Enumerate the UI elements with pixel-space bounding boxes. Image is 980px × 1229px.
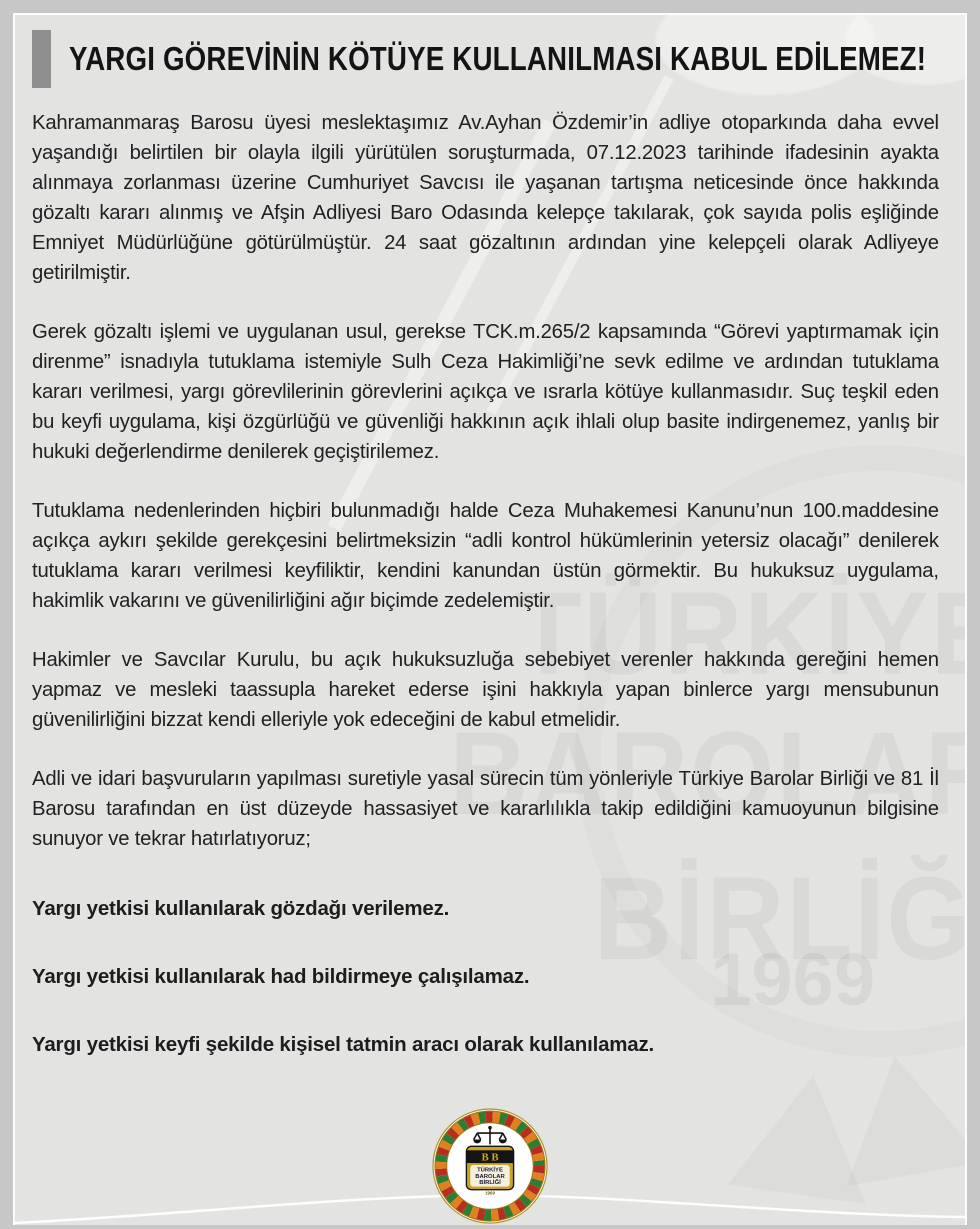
body-paragraph: Tutuklama nedenlerinden hiçbiri bulunmadığı halde Ceza Muhakemesi Kanunu’nun 100.maddesine açıkça aykırı şekilde gerekçesini belirtmeksizin “adli kontrol hükümlerinin yetersiz olacağı” denilerek tutuklama kararı verilmesi keyfiliktir, kendini kanundan üstün görmektir. Bu hukuksuz uygulama, hakimlik vakarını ve güvenilirliğini ağır biçimde zedelemiştir. xyxy=(32,499,939,612)
body-paragraph: Adli ve idari başvuruların yapılması suretiyle yasal sürecin tüm yönleriyle Türkiye Barolar Birliği ve 81 İl Barosu tarafından en üst düzeyde hassasiyet ve kararlılıkla takip edildiğini kamuoyunun bilgisine sunuyor ve tekrar hatırlatıyoruz; xyxy=(32,767,939,850)
logo-initials: B B xyxy=(481,1151,499,1164)
body-paragraph: Gerek gözaltı işlemi ve uygulanan usul, gerekse TCK.m.265/2 kapsamında “Görevi yaptırmamak için direnme” isnadıyla tutuklama istemiyle Sulh Ceza Hakimliği’ne sevk edilme ve ardından tutuklama kararı verilmesi, yargı görevlilerinin görevlerini açıkça ve ısrarla kötüye kullanmasıdır. Suç teşkil eden bu keyfi uygulama, kişi özgürlüğü ve güvenliği hakkının açık ihlali olup basite indirgenemez, yanlış bir hukuki değerlendirme denilerek geçiştirilemez. xyxy=(32,320,939,463)
logo-org-line: BİRLİĞİ xyxy=(479,1180,501,1187)
statement-line: Yargı yetkisi keyfi şekilde kişisel tatmin aracı olarak kullanılamaz. xyxy=(32,1033,655,1056)
statement-content xyxy=(15,15,965,1058)
logo-year: 1969 xyxy=(485,1190,495,1196)
content-panel xyxy=(13,13,967,1225)
title-accent-bar xyxy=(32,30,51,88)
page-title-row xyxy=(32,30,948,88)
statement-line: Yargı yetkisi kullanılarak gözdağı verilemez. xyxy=(32,897,450,920)
watermark-year: 1969 xyxy=(710,938,875,1021)
body-paragraph: Hakimler ve Savcılar Kurulu, bu açık hukuksuzluğa sebebiyet verenler hakkında gereğini hemen yapmaz ve mesleki taassupla hareket ederse işini hakkıyla yapan binlerce yargı mensubunun güvenilirliğini bizzat kendi elleriyle yok edeceğini de kabul etmelidir. xyxy=(32,648,939,731)
logo-org-line: BAROLAR xyxy=(475,1173,505,1180)
logo-shield xyxy=(466,1146,513,1195)
watermark-wing xyxy=(727,1066,882,1204)
watermark-wing xyxy=(826,1044,965,1186)
logo-org-line: TÜRKİYE xyxy=(477,1167,503,1174)
tbb-logo xyxy=(431,1107,549,1225)
page-title: YARGI GÖREVİNİN KÖTÜYE KULLANILMASI KABUL EDİLEMEZ! xyxy=(69,40,927,77)
statement-line: Yargı yetkisi kullanılarak had bildirmeye çalışılamaz. xyxy=(32,965,530,988)
body-paragraph: Kahramanmaraş Barosu üyesi meslektaşımız Av.Ayhan Özdemir’in adliye otoparkında daha evvel yaşandığı belirtilen bir olayla ilgili yürütülen soruşturmada, 07.12.2023 tarihinde ifadesinin ayakta alınmaya zorlanması üzerine Cumhuriyet Savcısı ile yaşanan tartışma neticesinde önce hakkında gözaltı kararı alınmış ve Afşin Adliyesi Baro Odasında kelepçe takılarak, çok sayıda polis eşliğinde Emniyet Müdürlüğüne götürülmüştür. 24 saat gözaltının ardından yine kelepçeli olarak Adliyeye getirilmiştir. xyxy=(32,111,939,284)
